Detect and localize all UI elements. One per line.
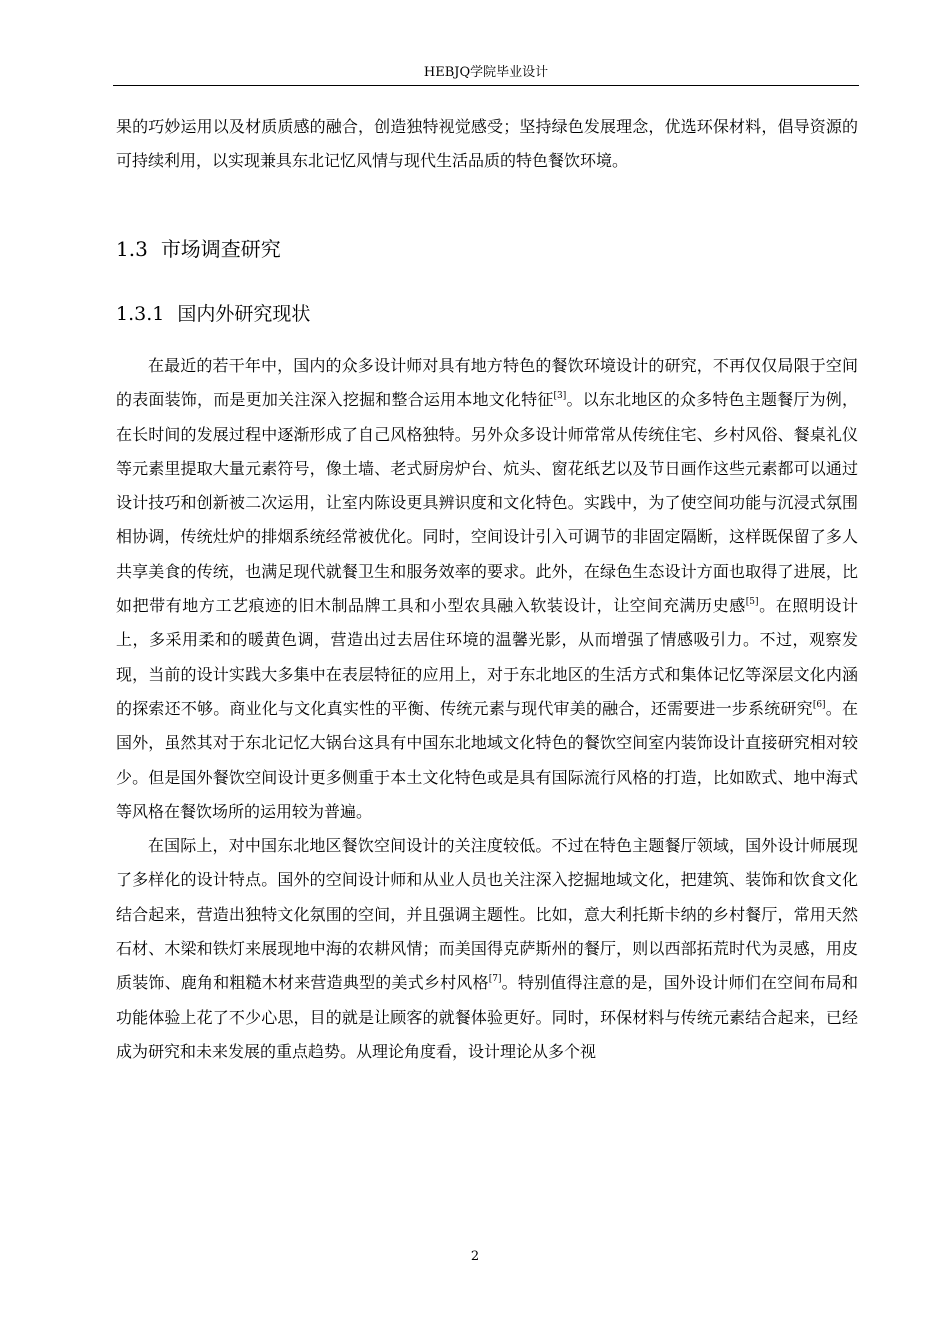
citation-6: [6] xyxy=(812,699,826,710)
page-number: 2 xyxy=(470,1249,480,1264)
page-header: HEBJQ学院毕业设计 xyxy=(423,65,549,80)
section-title: 市场调查研究 xyxy=(160,237,281,261)
paragraph-international-research xyxy=(116,829,858,1069)
paragraph1-text-4: 。在国外，虽然其对于东北记忆大锅台这具有中国东北地域文化特色的餐饮空间室内装饰设计直接研究相对较少。但是国外餐饮空间设计更多侧重于本土文化特色或是具有国际流行风格的打造，比如欧式、地中海式等风格在餐饮场所的运用较为普遍。 xyxy=(116,698,858,821)
paragraph1-text-1: 在最近的若干年中，国内的众多设计师对具有地方特色的餐饮环境设计的研究，不再仅仅局限于空间的表面装饰，而是更加关注深入挖掘和整合运用本地文化特征 xyxy=(116,356,858,410)
subsection-heading xyxy=(116,297,310,331)
citation-7: [7] xyxy=(488,974,502,985)
paragraph1-text-2: 。以东北地区的众多特色主题餐厅为例，在长时间的发展过程中逐渐形成了自己风格独特。另外众多设计师常常从传统住宅、乡村风俗、餐桌礼仪等元素里提取大量元素符号，像土墙、老式厨房炉台、炕头、窗花纸艺以及节日画作这些元素都可以通过设计技巧和创新被二次运用，让室内陈设更具辨识度和文化特色。实践中，为了使空间功能与沉浸式氛围相协调，传统灶炉的排烟系统经常被优化。同时，空间设计引入可调节的非固定隔断，这样既保留了多人共享美食的传统，也满足现代就餐卫生和服务效率的要求。此外，在绿色生态设计方面也取得了进展，比如把带有地方工艺痕迹的旧木制品牌工具和小型农具融入软装设计，让空间充满历史感 xyxy=(116,390,858,616)
intro-paragraph xyxy=(116,110,858,179)
paragraph2-text-1: 在国际上，对中国东北地区餐饮空间设计的关注度较低。不过在特色主题餐厅领域，国外设计师展现了多样化的设计特点。国外的空间设计师和从业人员也关注深入挖掘地域文化，把建筑、装饰和饮食文化结合起来，营造出独特文化氛围的空间，并且强调主题性。比如，意大利托斯卡纳的乡村餐厅，常用天然石材、木梁和铁灯来展现地中海的农耕风情；而美国得克萨斯州的餐厅，则以西部拓荒时代为灵感，用皮质装饰、鹿角和粗糙木材来营造典型的美式乡村风格 xyxy=(116,836,858,993)
header-divider xyxy=(113,85,859,86)
citation-3: [3] xyxy=(553,391,567,402)
main-body xyxy=(116,349,858,1069)
section-number: 1.3 xyxy=(116,237,148,261)
citation-5: [5] xyxy=(745,597,759,608)
subsection-number: 1.3.1 xyxy=(116,303,165,325)
paragraph-domestic-research xyxy=(116,349,858,829)
paragraph1-text-3: 。在照明设计上，多采用柔和的暖黄色调，营造出过去居住环境的温馨光影，从而增强了情感吸引力。不过，观察发现，当前的设计实践大多集中在表层特征的应用上，对于东北地区的生活方式和集体记忆等深层文化内涵的探索还不够。商业化与文化真实性的平衡、传统元素与现代审美的融合，还需要进一步系统研究 xyxy=(116,596,858,718)
intro-text: 果的巧妙运用以及材质质感的融合，创造独特视觉感受；坚持绿色发展理念，优选环保材料，倡导资源的可持续利用，以实现兼具东北记忆风情与现代生活品质的特色餐饮环境。 xyxy=(116,117,858,171)
paragraph2-text-2: 。特别值得注意的是，国外设计师们在空间布局和功能体验上花了不少心思，目的就是让顾客的就餐体验更好。同时，环保材料与传统元素结合起来，已经成为研究和未来发展的重点趋势。从理论角度看，设计理论从多个视 xyxy=(116,973,858,1061)
section-heading xyxy=(116,232,281,266)
subsection-title: 国内外研究现状 xyxy=(177,303,311,325)
